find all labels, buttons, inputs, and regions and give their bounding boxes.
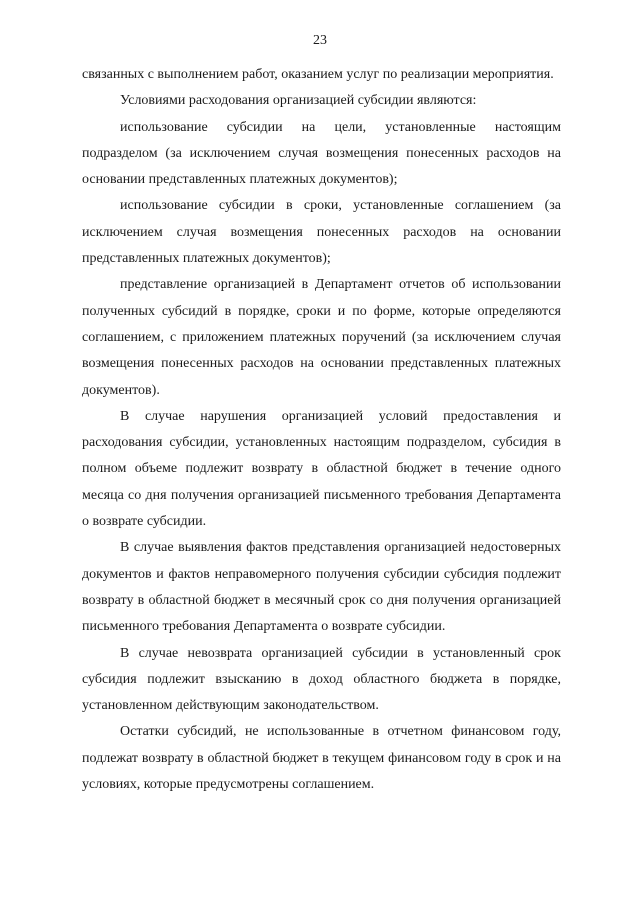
paragraph-false-documents: В случае выявления фактов представления организацией недостоверных документов и фактов неправомерного получения субсидии субсидия подлежит возврату в областной бюджет в месячный срок со дня получения организацией письменного требования Департамента о возврате субсидии. (82, 540, 561, 635)
paragraph-unused-balances: Остатки субсидий, не использованные в отчетном финансовом году, подлежат возврату в областной бюджет в текущем финансовом году в срок и на условиях, которые предусмотрены соглашением. (82, 724, 561, 793)
paragraph-non-return: В случае невозврата организацией субсидии в установленный срок субсидия подлежит взысканию в доход областного бюджета в порядке, установленном действующим законодательством. (82, 645, 561, 714)
paragraph-conditions-intro: Условиями расходования организацией субсидии являются: (120, 93, 477, 109)
paragraph-violation-return: В случае нарушения организацией условий предоставления и расходования субсидии, установленных настоящим подразделом, субсидия в полном объеме подлежит возврату в областной бюджет в течение одного месяца со дня получения организацией письменного требования Департамента о возврате субсидии. (82, 408, 561, 530)
paragraph-condition-reporting: представление организацией в Департамент отчетов об использовании полученных субсидий в порядке, сроки и по форме, которые определяются соглашением, с приложением платежных поручений (за исключением случая возмещения понесенных расходов на основании представленных платежных документов). (82, 277, 561, 398)
document-body (82, 62, 561, 798)
paragraph-continuation: связанных с выполнением работ, оказанием услуг по реализации мероприятия. (82, 67, 554, 82)
page-number: 23 (313, 33, 327, 48)
paragraph-condition-deadline: использование субсидии в сроки, установленные соглашением (за исключением случая возмещения понесенных расходов на основании представленных платежных документов); (82, 198, 561, 267)
paragraph-condition-purpose: использование субсидии на цели, установленные настоящим подразделом (за исключением случая возмещения понесенных расходов на основании представленных платежных документов); (82, 119, 561, 188)
